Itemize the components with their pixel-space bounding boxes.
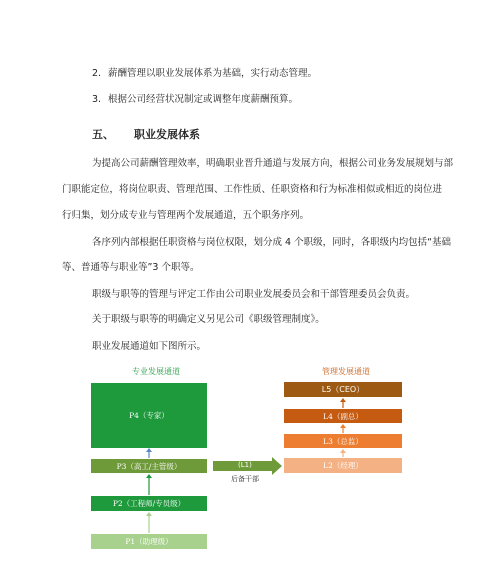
paragraph-line: 职业发展通道如下图所示。 xyxy=(92,341,207,352)
arrow-up-icon xyxy=(340,449,346,457)
p3-box: P3（高工/主管级） xyxy=(91,459,207,473)
section-title: 职业发展体系 xyxy=(134,128,200,141)
paragraph-line: 各序列内部根据任职资格与岗位权限，划分成 4 个职级，同时，各职级内均包括“基础 xyxy=(92,237,452,248)
l3-box: L3（总监） xyxy=(284,434,402,448)
paragraph-line: 等、普通等与职业等”3 个职等。 xyxy=(62,262,200,273)
p4-box: P4（专家） xyxy=(91,383,207,448)
arrow-up-icon xyxy=(146,512,152,533)
career-path-diagram xyxy=(0,360,500,560)
l5-box: L5（CEO） xyxy=(284,382,402,397)
paragraph-line: 门职能定位，将岗位职责、管理范围、工作性质、任职资格和行为标准相似或相近的岗位进 xyxy=(62,184,443,195)
paragraph-line: 行归集，划分成专业与管理两个发展通道，五个职务序列。 xyxy=(62,210,310,221)
l2-box: L2（经理） xyxy=(284,458,402,473)
paragraph-line: 职级与职等的管理与评定工作由公司职业发展委员会和干部管理委员会负责。 xyxy=(92,289,416,300)
list-text: 薪酬管理以职业发展体系为基础，实行动态管理。 xyxy=(108,68,318,79)
transfer-label: (L1) xyxy=(238,461,252,469)
list-text: 根据公司经营状况制定或调整年度薪酬预算。 xyxy=(108,94,299,105)
arrow-up-icon xyxy=(340,424,346,433)
professional-track-title: 专业发展通道 xyxy=(132,367,180,376)
paragraph-line: 关于职级与职等的明确定义另见公司《职级管理制度》。 xyxy=(92,314,325,325)
list-item xyxy=(92,67,317,81)
list-number: 3. xyxy=(92,94,102,105)
p2-box: P2（工程师/专员级） xyxy=(91,496,207,511)
list-number: 2. xyxy=(92,68,102,79)
arrow-up-icon xyxy=(146,448,152,458)
paragraph-line: 为提高公司薪酬管理效率，明确职业晋升通道与发展方向，根据公司业务发展规划与部 xyxy=(92,158,454,169)
p1-box: P1（助理级） xyxy=(91,534,207,549)
arrow-up-icon xyxy=(146,474,152,495)
section-number: 五、 xyxy=(92,128,114,141)
section-heading xyxy=(92,126,200,142)
management-track-title: 管理发展通道 xyxy=(322,367,370,376)
l4-box: L4（副总） xyxy=(284,409,402,423)
arrow-up-icon xyxy=(340,398,346,408)
transfer-caption: 后备干部 xyxy=(231,475,259,483)
list-item xyxy=(92,93,298,107)
